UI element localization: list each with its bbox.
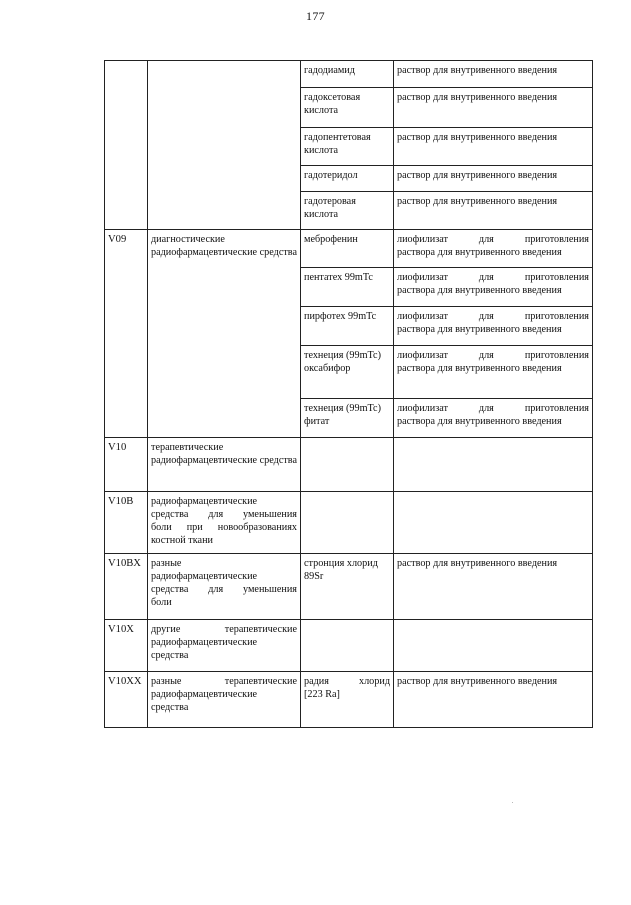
substance-cell: стронция хлорид 89Sr: [301, 554, 394, 620]
group-line: разные: [151, 558, 182, 569]
dosage-form-cell: раствор для внутривенного введения: [394, 61, 593, 88]
dosage-form-line: лиофилизат для приготовления: [397, 234, 589, 245]
group-line: средства: [151, 702, 189, 713]
dosage-form-cell: [394, 399, 593, 438]
group-line: радиофармацевтические: [151, 637, 258, 648]
group-cell: терапевтические радиофармацевтические средства: [148, 438, 301, 492]
group-line: радиофармацевтические: [151, 496, 258, 507]
substance-cell: технеция (99mTc) фитат: [301, 399, 394, 438]
dosage-form-line: раствора для внутривенного введения: [397, 324, 562, 335]
dosage-form-cell: [394, 438, 593, 492]
dosage-form-cell: [394, 307, 593, 346]
dosage-form-line: лиофилизат для приготовления: [397, 350, 589, 361]
dosage-form-cell: [394, 346, 593, 399]
substance-cell: гадопентетовая кислота: [301, 128, 394, 166]
table-row: [105, 61, 593, 88]
substance-cell: пентатех 99mTc: [301, 268, 394, 307]
group-line: средства для уменьшения: [151, 509, 297, 520]
group-line: боли при новообразованиях: [151, 522, 297, 533]
group-line: костной ткани: [151, 535, 213, 546]
substance-cell: гадоксетовая кислота: [301, 88, 394, 128]
table-row: [105, 492, 593, 554]
dosage-form-cell: раствор для внутривенного введения: [394, 88, 593, 128]
code-cell: V09: [105, 230, 148, 438]
dosage-form-cell: [394, 268, 593, 307]
code-cell: V10: [105, 438, 148, 492]
scan-speck: [512, 802, 513, 803]
table-row: [105, 554, 593, 620]
table-row: [105, 438, 593, 492]
substance-cell: [301, 672, 394, 728]
dosage-form-line: лиофилизат для приготовления: [397, 311, 589, 322]
dosage-form-line: раствора для внутривенного введения: [397, 247, 562, 258]
group-line: радиофармацевтические: [151, 571, 258, 582]
group-line: средства: [151, 650, 189, 661]
dosage-form-cell: [394, 492, 593, 554]
substance-cell: гадодиамид: [301, 61, 394, 88]
group-cell: диагностические радиофармацевтические средства: [148, 230, 301, 438]
group-line: разные терапевтические: [151, 676, 297, 687]
code-cell: V10BX: [105, 554, 148, 620]
group-line: радиофармацевтические: [151, 689, 258, 700]
dosage-form-cell: раствор для внутривенного введения: [394, 128, 593, 166]
code-cell: [105, 61, 148, 230]
substance-cell: технеция (99mTc) оксабифор: [301, 346, 394, 399]
substance-cell: [301, 492, 394, 554]
table-row: [105, 620, 593, 672]
table-row: [105, 230, 593, 268]
substance-cell: гадотеридол: [301, 166, 394, 192]
code-cell: V10X: [105, 620, 148, 672]
dosage-form-cell: раствор для внутривенного введения: [394, 166, 593, 192]
dosage-form-cell: раствор для внутривенного введения: [394, 554, 593, 620]
substance-line: [223 Ra]: [304, 689, 340, 700]
dosage-form-line: лиофилизат для приготовления: [397, 403, 589, 414]
group-cell: [148, 554, 301, 620]
dosage-form-line: раствора для внутривенного введения: [397, 285, 562, 296]
dosage-form-cell: раствор для внутривенного введения: [394, 192, 593, 230]
substance-cell: меброфенин: [301, 230, 394, 268]
group-line: боли: [151, 597, 172, 608]
substance-cell: пирфотех 99mTc: [301, 307, 394, 346]
dosage-form-cell: [394, 230, 593, 268]
drug-classification-table: [104, 60, 593, 728]
group-cell: [148, 492, 301, 554]
group-cell: [148, 620, 301, 672]
dosage-form-line: раствора для внутривенного введения: [397, 416, 562, 427]
dosage-form-line: лиофилизат для приготовления: [397, 272, 589, 283]
substance-cell: гадотеровая кислота: [301, 192, 394, 230]
code-cell: V10XX: [105, 672, 148, 728]
table-row: [105, 672, 593, 728]
dosage-form-line: раствора для внутривенного введения: [397, 363, 562, 374]
group-cell: [148, 672, 301, 728]
code-cell: V10B: [105, 492, 148, 554]
group-cell: [148, 61, 301, 230]
dosage-form-cell: раствор для внутривенного введения: [394, 672, 593, 728]
substance-cell: [301, 620, 394, 672]
page-number: 177: [306, 9, 325, 23]
group-line: средства для уменьшения: [151, 584, 297, 595]
dosage-form-cell: [394, 620, 593, 672]
substance-line: радия хлорид: [304, 676, 390, 687]
substance-cell: [301, 438, 394, 492]
group-line: другие терапевтические: [151, 624, 297, 635]
